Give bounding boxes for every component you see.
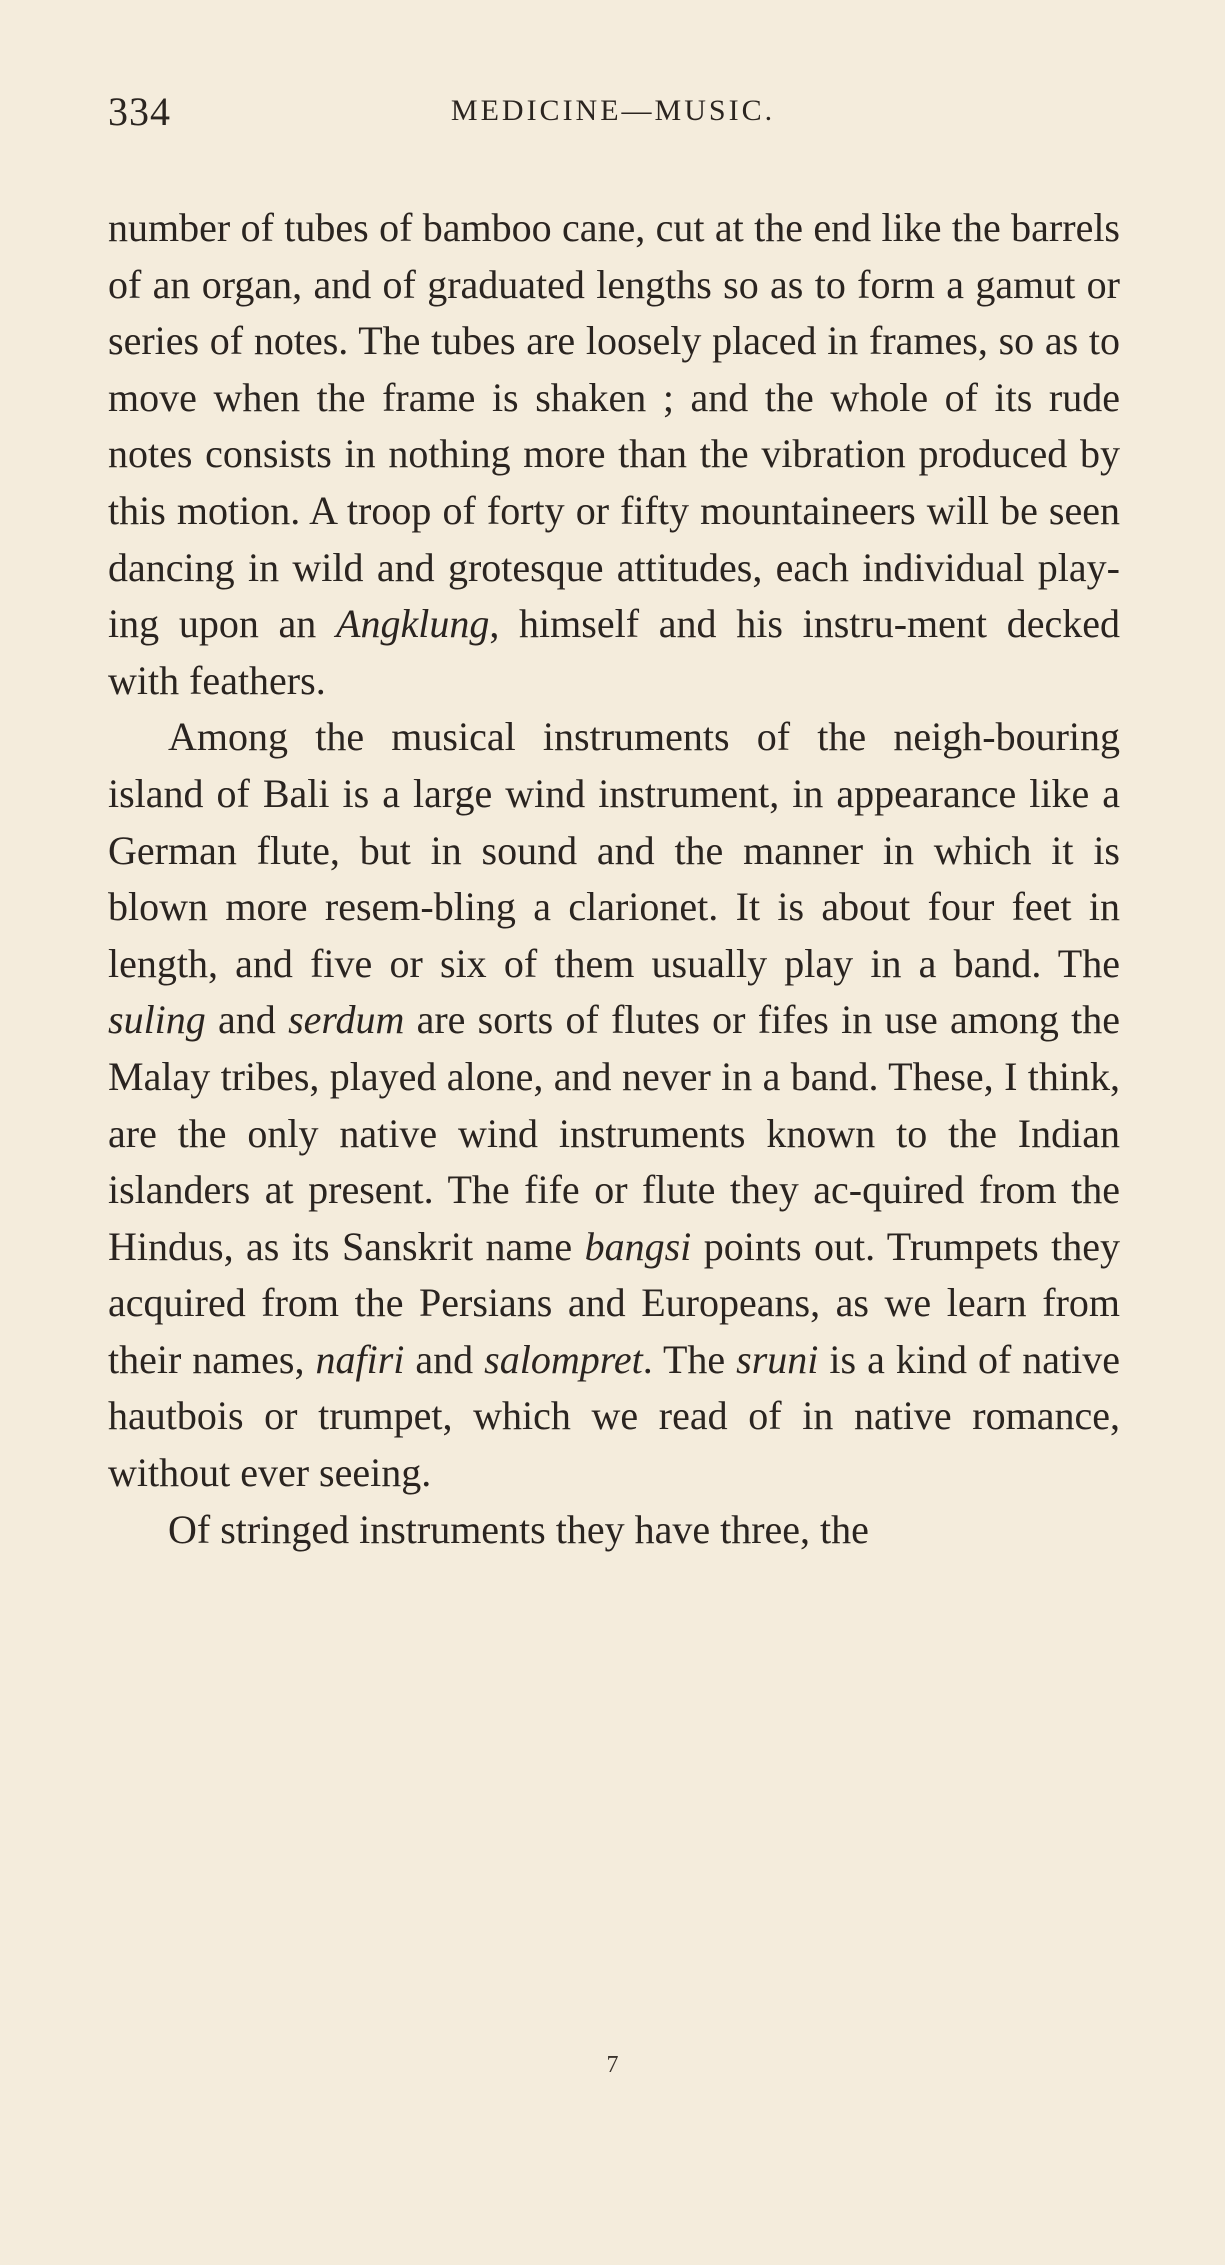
italic-term: bangsi — [584, 1223, 692, 1269]
text-segment: . The — [642, 1336, 737, 1382]
text-segment: points out. Trumpets they acquired from the Persians and Europeans, as we learn from their names, — [108, 1223, 1120, 1382]
signature-mark: 7 — [606, 2052, 619, 2078]
italic-term: serdum — [288, 997, 405, 1043]
text-segment: Among the musical instruments of the neigh-bouring island of Bali is a large wind instrument, in appearance like a German flute, but in sound and the manner in which it is blown more resem-bling a clarionet. It is about four feet in length, and five or six of them usually play in a band. The — [108, 714, 1120, 986]
text-segment: Of stringed instruments they have three, the — [168, 1506, 869, 1552]
page-number: 334 — [108, 89, 171, 134]
text-segment: and — [205, 997, 289, 1043]
text-segment: , himself and his instru-ment decked with feathers. — [108, 601, 1120, 703]
paragraph — [108, 200, 1120, 709]
italic-term: salompret — [484, 1336, 643, 1382]
italic-term: nafiri — [315, 1336, 405, 1382]
text-segment: are sorts of flutes or fifes in use among the Malay tribes, played alone, and never in a band. These, I think, are the only native wind instruments known to the Indian islanders at present. The fife or flute they ac-quired from the Hindus, as its Sanskrit name — [108, 997, 1120, 1269]
paragraph — [108, 1502, 1120, 1559]
text-segment: and — [404, 1336, 485, 1382]
italic-term: sruni — [736, 1336, 819, 1382]
italic-term: suling — [108, 997, 206, 1043]
text-segment: number of tubes of bamboo cane, cut at the end like the barrels of an organ, and of graduated lengths so as to form a gamut or series of notes. The tubes are loosely placed in frames, so as to move when the frame is shaken ; and the whole of its rude notes consists in nothing more than the vibration produced by this motion. A troop of forty or fifty mountaineers will be seen dancing in wild and grotesque attitudes, each individual play-ing upon an — [108, 205, 1120, 647]
paragraph — [108, 709, 1120, 1501]
body-text — [108, 200, 1120, 1558]
text-segment: is a kind of native hautbois or trumpet, which we read of in native romance, without ever seeing. — [108, 1336, 1121, 1496]
running-head: MEDICINE—MUSIC. — [450, 94, 776, 127]
italic-term: Angklung — [336, 601, 490, 647]
page-header — [108, 88, 1118, 148]
